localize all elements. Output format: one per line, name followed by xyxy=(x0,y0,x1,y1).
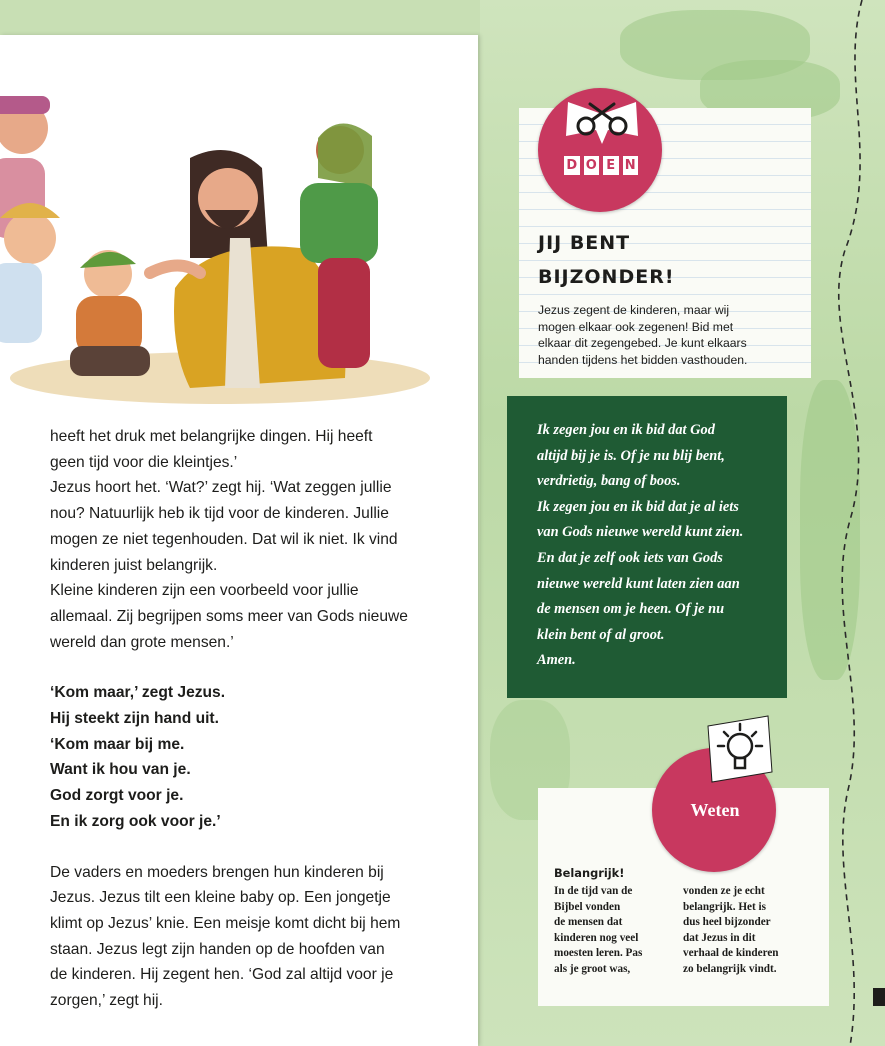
story-line: heeft het druk met belangrijke dingen. Hij heeft xyxy=(50,428,373,445)
spacer xyxy=(50,655,460,680)
doen-text-line: elkaar dit zegengebed. Je kunt elkaars xyxy=(538,336,747,350)
story-text xyxy=(50,424,460,1014)
prayer-line: verdrietig, bang of boos. xyxy=(537,473,681,490)
verse-line: En ik zorg ook voor je.’ xyxy=(50,812,221,830)
doen-text-line: mogen elkaar ook zegenen! Bid met xyxy=(538,319,734,334)
story-bold-verse xyxy=(50,680,460,834)
spacer xyxy=(50,835,460,860)
doen-letter: N xyxy=(622,155,640,176)
weten-line: kinderen nog veel xyxy=(554,931,639,944)
prayer-line: Amen. xyxy=(537,652,576,669)
doen-title-line: BIJZONDER! xyxy=(538,266,675,288)
prayer-line: van Gods nieuwe wereld kunt zien. xyxy=(537,524,744,541)
story-line: klimt op Jezus’ knie. Een meisje komt dicht bij hem xyxy=(50,914,401,932)
doen-title xyxy=(538,226,798,294)
prayer-line: de mensen om je heen. Of je nu xyxy=(537,601,725,618)
story-line: Kleine kinderen zijn een voorbeeld voor jullie xyxy=(50,582,359,600)
jesus-blessing-children-illustration xyxy=(0,88,440,410)
story-line: Jezus. Jezus tilt een kleine baby op. Een jongetje xyxy=(50,889,391,907)
scissors-icon xyxy=(562,96,642,150)
story-line: staan. Jezus legt zijn handen op de hoofden van xyxy=(50,940,385,958)
weten-line: dus heel bijzonder xyxy=(683,916,771,929)
weten-column-right xyxy=(683,884,793,978)
prayer-line: altijd bij je is. Of je nu blij bent, xyxy=(537,447,725,464)
verse-line: God zorgt voor je. xyxy=(50,787,184,805)
weten-line: zo belangrijk vindt. xyxy=(683,962,777,975)
weten-line: Bijbel vonden xyxy=(554,900,621,913)
verse-line: ‘Kom maar,’ zegt Jezus. xyxy=(50,684,226,702)
prayer-line: klein bent of al groot. xyxy=(537,626,665,643)
prayer-text xyxy=(537,418,777,674)
weten-line: als je groot was, xyxy=(554,962,631,975)
weten-label: Weten xyxy=(690,800,740,820)
weten-column-left xyxy=(554,884,664,978)
weten-line: In de tijd van de xyxy=(554,885,633,897)
verse-line: ‘Kom maar bij me. xyxy=(50,735,185,753)
doen-text-line: Jezus zegent de kinderen, maar wij xyxy=(538,303,730,317)
story-line: geen tijd voor die kleintjes.’ xyxy=(50,453,238,471)
doen-text xyxy=(538,302,788,368)
verse-line: Hij steekt zijn hand uit. xyxy=(50,710,219,728)
weten-line: moesten leren. Pas xyxy=(554,947,643,960)
lightbulb-icon xyxy=(702,712,776,788)
story-line: zorgen,’ zegt hij. xyxy=(50,992,163,1010)
story-line: nou? Natuurlijk heb ik tijd voor de kinderen. Jullie xyxy=(50,505,389,523)
weten-title: Belangrijk! xyxy=(554,866,625,880)
weten-line: de mensen dat xyxy=(554,916,623,929)
doen-text-line: handen tijdens het bidden vasthouden. xyxy=(538,352,748,367)
verse-line: Want ik hou van je. xyxy=(50,761,191,779)
doen-letter: D xyxy=(563,155,581,176)
story-line: De vaders en moeders brengen hun kinderen bij xyxy=(50,863,384,881)
story-line: kinderen juist belangrijk. xyxy=(50,556,218,574)
page-edge-mark xyxy=(873,988,885,1006)
weten-line: vonden ze je echt xyxy=(683,885,765,897)
story-paragraph xyxy=(50,424,460,655)
doen-title-line: JIJ BENT xyxy=(538,232,631,254)
prayer-line: nieuwe wereld kunt laten zien aan xyxy=(537,575,740,592)
weten-line: verhaal de kinderen xyxy=(683,947,779,960)
story-line: mogen ze niet tegenhouden. Dat wil ik niet. Ik vind xyxy=(50,530,398,548)
doen-letter: E xyxy=(602,155,620,176)
story-line: Jezus hoort het. ‘Wat?’ zegt hij. ‘Wat zeggen jullie xyxy=(50,479,392,497)
weten-line: belangrijk. Het is xyxy=(683,900,766,913)
weten-line: dat Jezus in dit xyxy=(683,931,756,944)
prayer-line: En dat je zelf ook iets van Gods xyxy=(537,549,723,566)
prayer-line: Ik zegen jou en ik bid dat God xyxy=(537,422,715,438)
prayer-line: Ik zegen jou en ik bid dat je al iets xyxy=(537,498,739,515)
doen-letter: O xyxy=(583,155,601,176)
story-line: wereld dan grote mensen.’ xyxy=(50,633,234,651)
story-line: de kinderen. Hij zegent hen. ‘God zal altijd voor je xyxy=(50,966,394,984)
story-paragraph xyxy=(50,860,460,1014)
story-line: allemaal. Zij begrijpen soms meer van Gods nieuwe xyxy=(50,607,408,625)
doen-label xyxy=(563,155,639,177)
